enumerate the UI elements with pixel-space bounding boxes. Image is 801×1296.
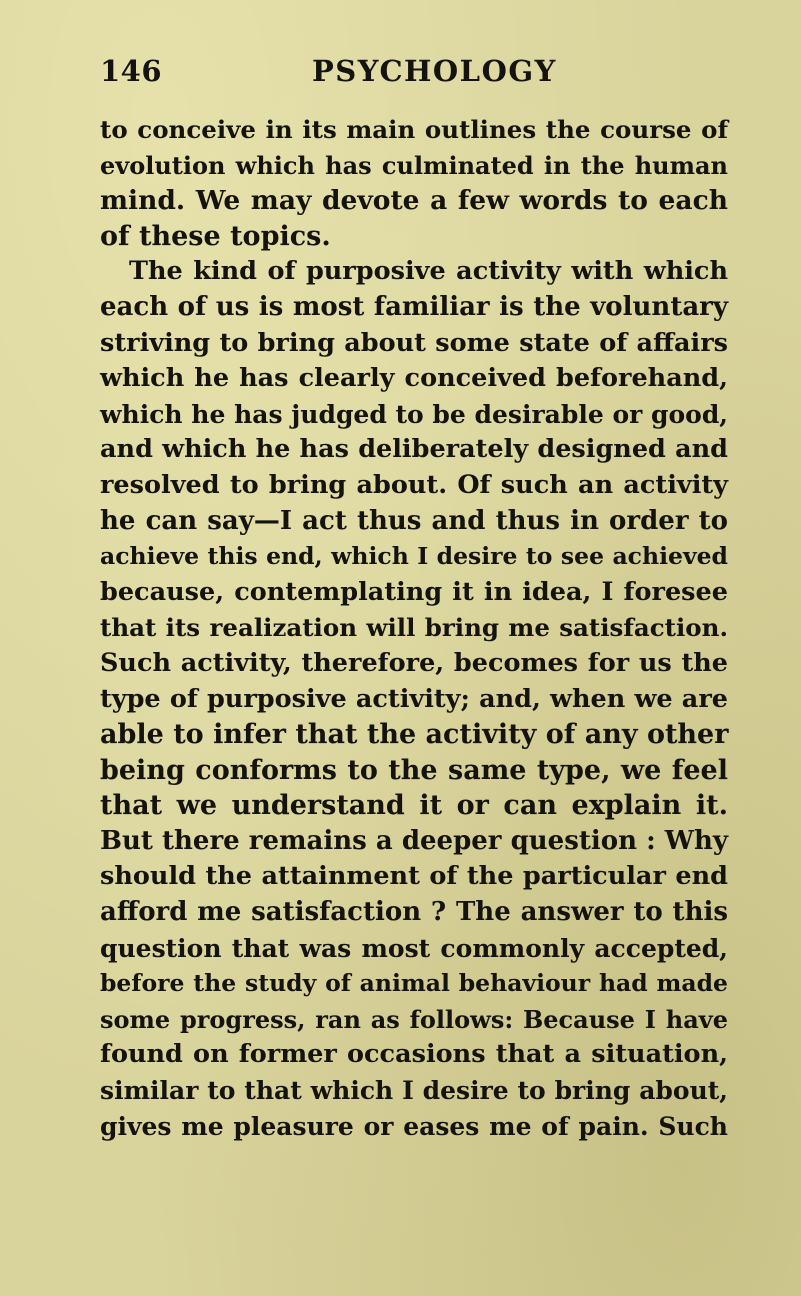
- text-line: question that was most commonly accepted,: [100, 933, 728, 963]
- text-line: similar to that which I desire to bring about,: [100, 1076, 728, 1106]
- text-line: of these topics.: [100, 220, 331, 252]
- text-line: found on former occasions that a situation,: [100, 1039, 728, 1070]
- page-header: [100, 54, 728, 98]
- text-line: which he has judged to be desirable or good,: [100, 399, 729, 429]
- text-line: type of purposive activity; and, when we are: [100, 683, 728, 714]
- running-head: PSYCHOLOGY: [312, 54, 557, 88]
- text-line: The kind of purposive activity with which: [129, 256, 728, 287]
- text-line: before the study of animal behaviour had made: [100, 969, 728, 998]
- text-line: able to infer that the activity of any other: [100, 719, 729, 751]
- text-line: to conceive in its main outlines the course of: [100, 115, 728, 144]
- text-line: But there remains a deeper question : Why: [100, 825, 728, 856]
- text-line: Such activity, therefore, becomes for us the: [100, 647, 728, 678]
- body-text: [100, 112, 728, 1144]
- text-line: achieve this end, which I desire to see achieved: [100, 542, 728, 571]
- text-line: some progress, ran as follows: Because I have: [100, 1004, 728, 1034]
- text-line: afford me satisfaction ? The answer to this: [100, 897, 728, 928]
- text-line: evolution which has culminated in the human: [100, 150, 728, 180]
- text-line: which he has clearly conceived beforehand,: [100, 363, 728, 394]
- text-line: gives me pleasure or eases me of pain. Such: [100, 1111, 728, 1141]
- text-line: striving to bring about some state of affairs: [100, 327, 728, 358]
- text-line: because, contemplating it in idea, I foresee: [100, 576, 728, 607]
- text-line: he can say—I act thus and thus in order to: [100, 505, 728, 536]
- text-line: being conforms to the same type, we feel: [100, 754, 728, 786]
- text-line: each of us is most familiar is the voluntary: [100, 291, 728, 322]
- page-number: 146: [100, 54, 163, 88]
- text-line: mind. We may devote a few words to each: [100, 185, 728, 217]
- text-line: that its realization will bring me satisfaction.: [100, 613, 728, 643]
- text-line: that we understand it or can explain it.: [100, 790, 728, 822]
- text-line: and which he has deliberately designed and: [100, 434, 728, 465]
- text-line: resolved to bring about. Of such an activity: [100, 469, 728, 500]
- text-line: should the attainment of the particular end: [100, 861, 728, 892]
